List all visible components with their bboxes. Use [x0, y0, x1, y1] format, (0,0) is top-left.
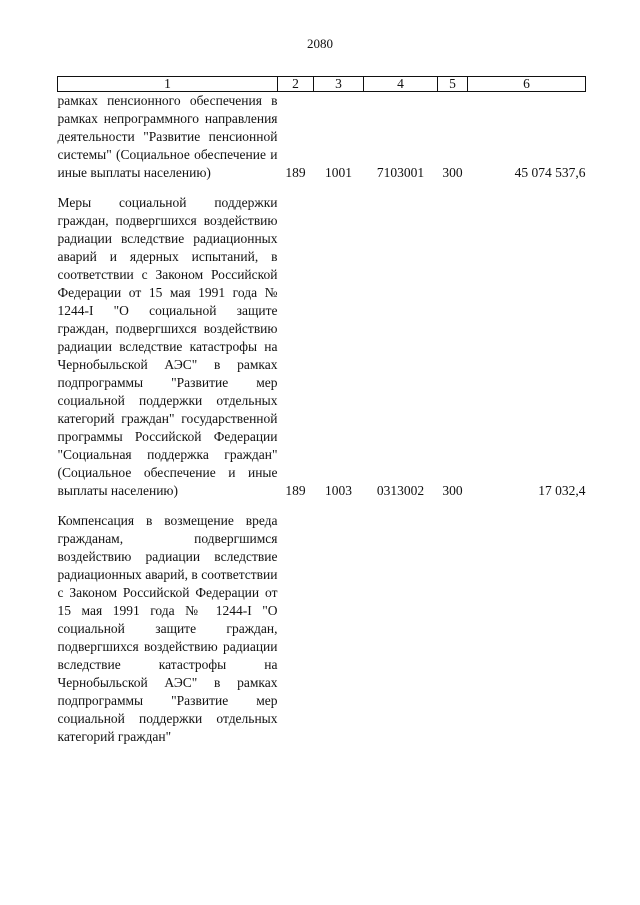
row-col-3: 1001 [325, 165, 352, 180]
column-header-5: 5 [438, 77, 468, 92]
table-row [58, 92, 586, 183]
row-col-3: 1003 [325, 483, 352, 498]
row-col-4 [364, 512, 438, 746]
table-row [58, 512, 586, 746]
page-number: 2080 [307, 36, 333, 51]
row-col-5: 300 [442, 483, 463, 498]
column-header-3: 3 [314, 77, 364, 92]
row-amount: 45 074 537,6 [514, 165, 586, 180]
row-description: Компенсация в возмещение вреда гражданам, подвергшимся воздействию радиации вследствие радиационных аварий, в соответствии с Законом Российской Федерации от 15 мая 1991 года № 1244-I "О социальной защите граждан, подвергшихся воздействию радиации вследствие катастрофы на Чернобыльской АЭС" в рамках подпрограммы "Развитие мер социальной поддержки отдельных категорий граждан" [57, 513, 278, 744]
row-description: рамках пенсионного обеспечения в рамках непрограммного направления деятельности "Развитие пенсионной системы" (Социальное обеспечение и иные выплаты населению) [57, 93, 278, 180]
header-row [58, 77, 586, 92]
row-col-2: 189 [285, 165, 306, 180]
column-header-4: 4 [364, 77, 438, 92]
budget-table [57, 76, 586, 746]
row-amount: 17 032,4 [538, 483, 586, 498]
row-col-4: 7103001 [376, 165, 425, 180]
row-spacer [58, 500, 586, 512]
row-col-4: 0313002 [376, 483, 425, 498]
row-col-3 [314, 512, 364, 746]
column-header-6: 6 [468, 77, 586, 92]
column-header-1: 1 [58, 77, 278, 92]
row-col-5 [438, 512, 468, 746]
column-header-2: 2 [278, 77, 314, 92]
row-col-5: 300 [442, 165, 463, 180]
table-body [58, 92, 586, 747]
table-header [58, 77, 586, 92]
row-amount [468, 512, 586, 746]
table-row [58, 194, 586, 500]
row-col-2 [278, 512, 314, 746]
row-description: Меры социальной поддержки граждан, подвергшихся воздействию радиации вследствие радиационных аварий и ядерных испытаний, в соответствии с Законом Российской Федерации от 15 мая 1991 года № 1244-I "О социальной защите граждан, подвергшихся воздействию радиации вследствие катастрофы на Чернобыльской АЭС" в рамках подпрограммы "Развитие мер социальной поддержки отдельных категорий граждан" государственной программы Российской Федерации "Социальная поддержка граждан" (Социальное обеспечение и иные выплаты населению) [57, 195, 278, 498]
row-spacer [58, 182, 586, 194]
row-col-2: 189 [285, 483, 306, 498]
